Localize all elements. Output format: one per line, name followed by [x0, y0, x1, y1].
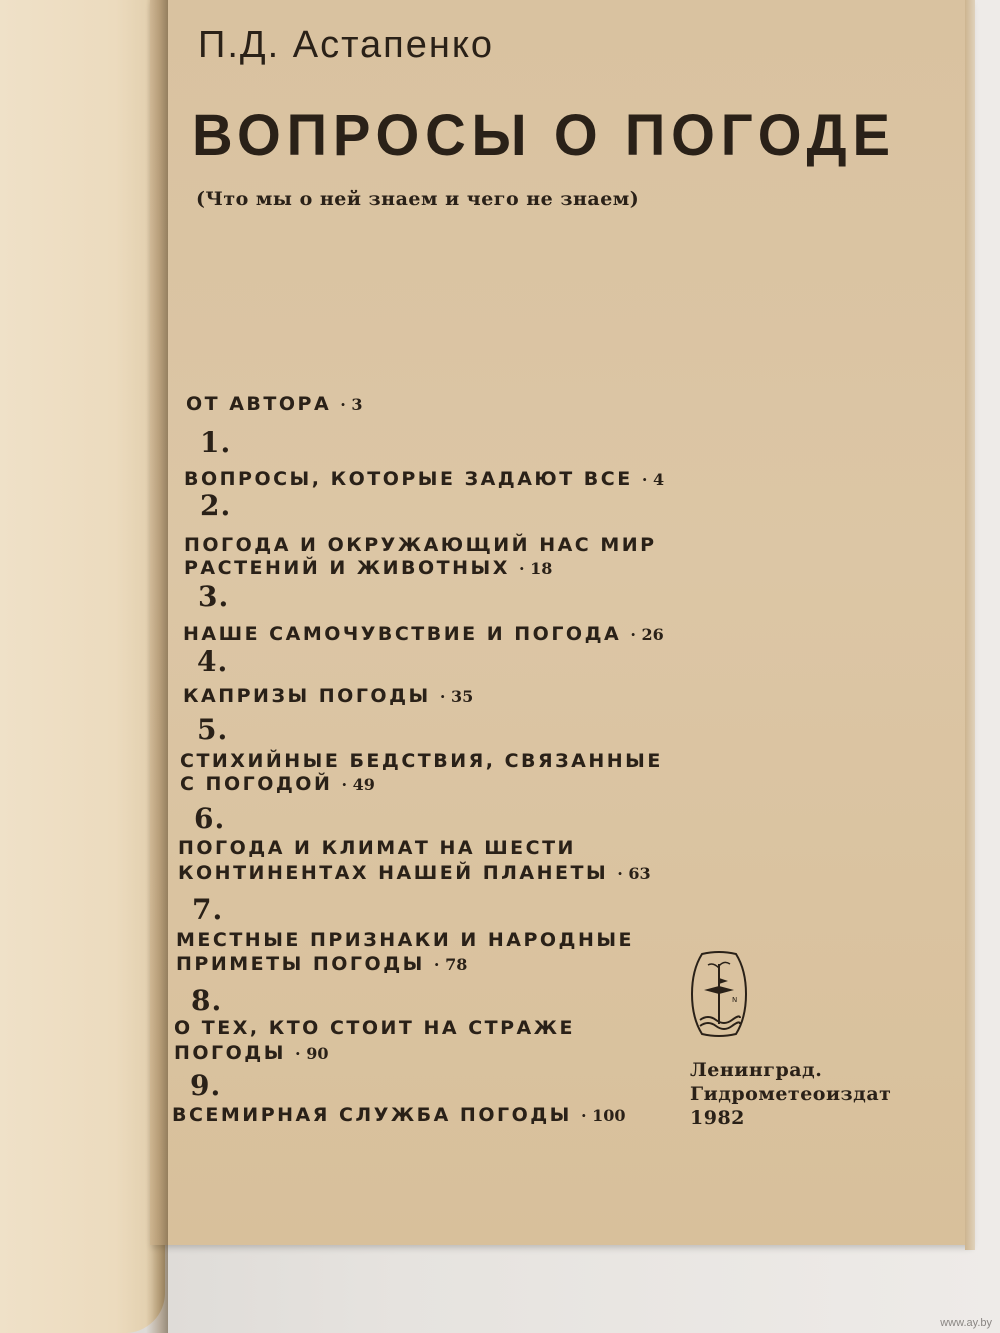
chapter-page: 90	[306, 1044, 329, 1063]
chapter-title-text: ПОГОДЫ	[174, 1042, 286, 1064]
chapter-title-line: НАШЕ САМОЧУВСТВИЕ И ПОГОДА · 26	[183, 623, 664, 645]
chapter-page: 49	[352, 775, 375, 794]
watermark: www.ay.by	[940, 1317, 992, 1329]
chapter-title-line: ПРИМЕТЫ ПОГОДЫ · 78	[176, 953, 468, 975]
page-edge	[965, 0, 975, 1250]
chapter-title-line: КОНТИНЕНТАХ НАШЕЙ ПЛАНЕТЫ · 63	[178, 862, 651, 884]
chapter-title-text: ПРИМЕТЫ ПОГОДЫ	[176, 953, 425, 975]
chapter-title-line: МЕСТНЫЕ ПРИЗНАКИ И НАРОДНЫЕ	[176, 929, 635, 951]
chapter-title-line: О ТЕХ, КТО СТОИТ НА СТРАЖЕ	[174, 1017, 575, 1039]
weathervane-logo-icon	[688, 950, 750, 1038]
book-gutter	[146, 0, 168, 1333]
chapter-page: 35	[450, 687, 474, 706]
chapter-number: 1.	[200, 426, 232, 459]
chapter-number: 6.	[194, 802, 226, 835]
chapter-page: 26	[641, 625, 664, 644]
imprint-year: 1982	[690, 1107, 745, 1129]
chapter-number: 2.	[200, 489, 232, 522]
chapter-number: 9.	[190, 1069, 222, 1102]
chapter-title-line: ВОПРОСЫ, КОТОРЫЕ ЗАДАЮТ ВСЕ · 4	[184, 468, 665, 490]
chapter-number: 4.	[197, 645, 229, 678]
chapter-title-line: КАПРИЗЫ ПОГОДЫ · 35	[183, 685, 474, 707]
chapter-title-text: РАСТЕНИЙ И ЖИВОТНЫХ	[184, 557, 510, 579]
chapter-title-text: НАШЕ САМОЧУВСТВИЕ И ПОГОДА	[183, 623, 622, 645]
chapter-number: 8.	[191, 984, 223, 1017]
book-author: П.Д. Астапенко	[198, 24, 495, 66]
left-page	[0, 0, 165, 1333]
chapter-number: 7.	[192, 893, 224, 926]
toc-preface: ОТ АВТОРА · 3	[186, 393, 363, 415]
chapter-title-text: КАПРИЗЫ ПОГОДЫ	[183, 685, 431, 707]
chapter-title-text: КОНТИНЕНТАХ НАШЕЙ ПЛАНЕТЫ	[178, 862, 609, 884]
svg-text:N: N	[732, 996, 738, 1004]
chapter-page: 63	[628, 864, 651, 883]
chapter-page: 4	[652, 470, 665, 489]
chapter-number: 5.	[197, 713, 229, 746]
chapter-title-line: ВСЕМИРНАЯ СЛУЖБА ПОГОДЫ · 100	[172, 1104, 626, 1126]
chapter-title-text: ВСЕМИРНАЯ СЛУЖБА ПОГОДЫ	[172, 1104, 572, 1126]
chapter-title-line: С ПОГОДОЙ · 49	[180, 773, 375, 795]
chapter-title-line: ПОГОДА И ОКРУЖАЮЩИЙ НАС МИР	[184, 534, 657, 556]
book-title: ВОПРОСЫ О ПОГОДЕ	[192, 103, 896, 168]
chapter-title-text: ВОПРОСЫ, КОТОРЫЕ ЗАДАЮТ ВСЕ	[184, 468, 633, 490]
chapter-title-line: СТИХИЙНЫЕ БЕДСТВИЯ, СВЯЗАННЫЕ	[180, 750, 663, 772]
chapter-title-line: РАСТЕНИЙ И ЖИВОТНЫХ · 18	[184, 557, 553, 579]
toc-preface-page: 3	[351, 395, 363, 414]
toc-preface-label: ОТ АВТОРА	[186, 393, 332, 415]
book-subtitle: (Что мы о ней знаем и чего не знаем)	[196, 188, 640, 210]
imprint-city: Ленинград.	[690, 1059, 823, 1081]
chapter-page: 78	[445, 955, 468, 974]
chapter-title-text: С ПОГОДОЙ	[180, 773, 333, 795]
chapter-page: 18	[530, 559, 553, 578]
chapter-page: 100	[592, 1106, 626, 1125]
imprint-publisher: Гидрометеоиздат	[690, 1083, 892, 1105]
chapter-title-line: ПОГОДА И КЛИМАТ НА ШЕСТИ	[178, 837, 576, 859]
chapter-title-line: ПОГОДЫ · 90	[174, 1042, 329, 1064]
chapter-number: 3.	[198, 580, 230, 613]
